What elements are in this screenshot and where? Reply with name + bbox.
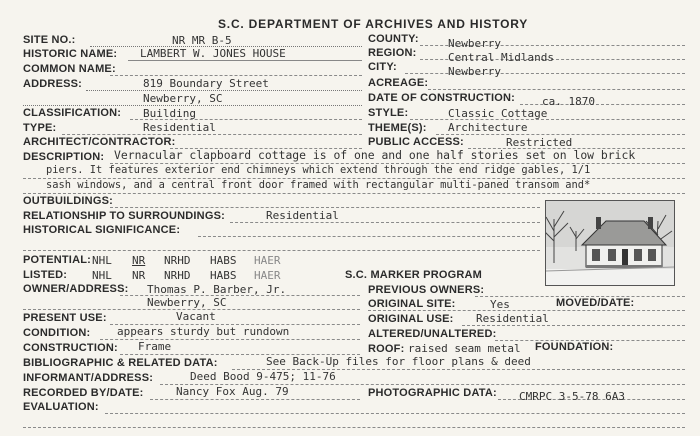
original-use-label: ORIGINAL USE:	[368, 313, 454, 325]
description-line3: sash windows, and a central front door framed with rectangular multi-paned transom and*	[46, 179, 591, 191]
page-title: S.C. DEPARTMENT OF ARCHIVES AND HISTORY	[218, 17, 529, 31]
historic-name-value: LAMBERT W. JONES HOUSE	[140, 47, 286, 60]
owner-label: OWNER/ADDRESS:	[23, 283, 129, 295]
listed-option-nr: NR	[132, 269, 146, 282]
relationship-label: RELATIONSHIP TO SURROUNDINGS:	[23, 210, 225, 222]
listed-label: LISTED:	[23, 269, 68, 281]
original-site-label: ORIGINAL SITE:	[368, 298, 456, 310]
style-value: Classic Cottage	[448, 107, 548, 120]
historical-significance-label: HISTORICAL SIGNIFICANCE:	[23, 224, 181, 236]
owner-line1: Thomas P. Barber, Jr.	[147, 283, 287, 296]
date-of-construction-label: DATE OF CONSTRUCTION:	[368, 92, 515, 104]
owner-line2: Newberry, SC	[147, 296, 227, 309]
architect-label: ARCHITECT/CONTRACTOR:	[23, 136, 176, 148]
classification-label: CLASSIFICATION:	[23, 107, 122, 119]
condition-label: CONDITION:	[23, 327, 91, 339]
bibliographic-value: See Back-Up files for floor plans & deed	[266, 355, 531, 368]
description-line2: piers. It features exterior end chimneys which extend through the end ridge gables, 1/1	[46, 164, 591, 176]
photographic-value: CMRPC 3-5-78 6A3	[519, 390, 625, 403]
style-label: STYLE:	[368, 107, 409, 119]
listed-option-haer: HAER	[254, 269, 281, 282]
site-no-label: SITE NO.:	[23, 34, 76, 46]
present-use-label: PRESENT USE:	[23, 312, 107, 324]
description-line1: Vernacular clapboard cottage is of one and one half stories set on low brick	[114, 148, 636, 162]
common-name-label: COMMON NAME:	[23, 63, 116, 75]
potential-option-habs: HABS	[210, 254, 237, 267]
county-value: Newberry	[448, 37, 501, 50]
foundation-label: FOUNDATION:	[535, 341, 614, 353]
photographic-label: PHOTOGRAPHIC DATA:	[368, 387, 497, 399]
public-access-label: PUBLIC ACCESS:	[368, 136, 464, 148]
present-use-value: Vacant	[176, 310, 216, 323]
themes-value: Architecture	[448, 121, 528, 134]
condition-value: appears sturdy but rundown	[117, 325, 290, 338]
house-photo	[545, 200, 675, 286]
recorded-label: RECORDED BY/DATE:	[23, 387, 144, 399]
date-of-construction-value: ca. 1870	[542, 95, 595, 108]
address-line2: Newberry, SC	[143, 92, 223, 105]
public-access-value: Restricted	[506, 136, 573, 149]
address-label: ADDRESS:	[23, 78, 83, 90]
site-no-value: NR MR B-5	[172, 34, 232, 47]
listed-option-habs: HABS	[210, 269, 237, 282]
informant-label: INFORMANT/ADDRESS:	[23, 372, 154, 384]
moved-date-label: MOVED/DATE:	[556, 297, 635, 309]
region-label: REGION:	[368, 47, 417, 59]
type-label: TYPE:	[23, 122, 57, 134]
county-label: COUNTY:	[368, 33, 419, 45]
themes-label: THEME(S):	[368, 122, 427, 134]
marker-program-label: S.C. MARKER PROGRAM	[345, 269, 483, 281]
type-value: Residential	[143, 121, 216, 134]
construction-value: Frame	[138, 340, 172, 353]
potential-option-haer: HAER	[254, 254, 281, 267]
potential-option-nr: NR	[132, 254, 146, 267]
city-value: Newberry	[448, 65, 501, 78]
outbuildings-label: OUTBUILDINGS:	[23, 195, 113, 207]
roof-label: ROOF:	[368, 343, 405, 355]
potential-option-nhl: NHL	[92, 254, 112, 267]
bibliographic-label: BIBLIOGRAPHIC & RELATED DATA:	[23, 357, 218, 369]
informant-value: Deed Bood 9-475; 11-76	[190, 370, 336, 383]
evaluation-label: EVALUATION:	[23, 401, 99, 413]
potential-label: POTENTIAL:	[23, 254, 91, 266]
original-use-value: Residential	[476, 312, 549, 325]
recorded-value: Nancy Fox Aug. 79	[176, 385, 289, 398]
previous-owners-label: PREVIOUS OWNERS:	[368, 284, 485, 296]
classification-value: Building	[143, 107, 196, 120]
original-site-value: Yes	[490, 298, 510, 311]
historic-name-label: HISTORIC NAME:	[23, 48, 118, 60]
roof-value: raised seam metal	[408, 342, 521, 355]
listed-option-nrhd: NRHD	[164, 269, 191, 282]
address-line1: 819 Boundary Street	[143, 77, 269, 90]
region-value: Central Midlands	[448, 51, 554, 64]
listed-option-nhl: NHL	[92, 269, 112, 282]
city-label: CITY:	[368, 61, 397, 73]
potential-option-nrhd: NRHD	[164, 254, 191, 267]
construction-label: CONSTRUCTION:	[23, 342, 118, 354]
acreage-label: ACREAGE:	[368, 77, 429, 89]
altered-label: ALTERED/UNALTERED:	[368, 328, 497, 340]
relationship-value: Residential	[266, 209, 339, 222]
description-label: DESCRIPTION:	[23, 151, 105, 163]
